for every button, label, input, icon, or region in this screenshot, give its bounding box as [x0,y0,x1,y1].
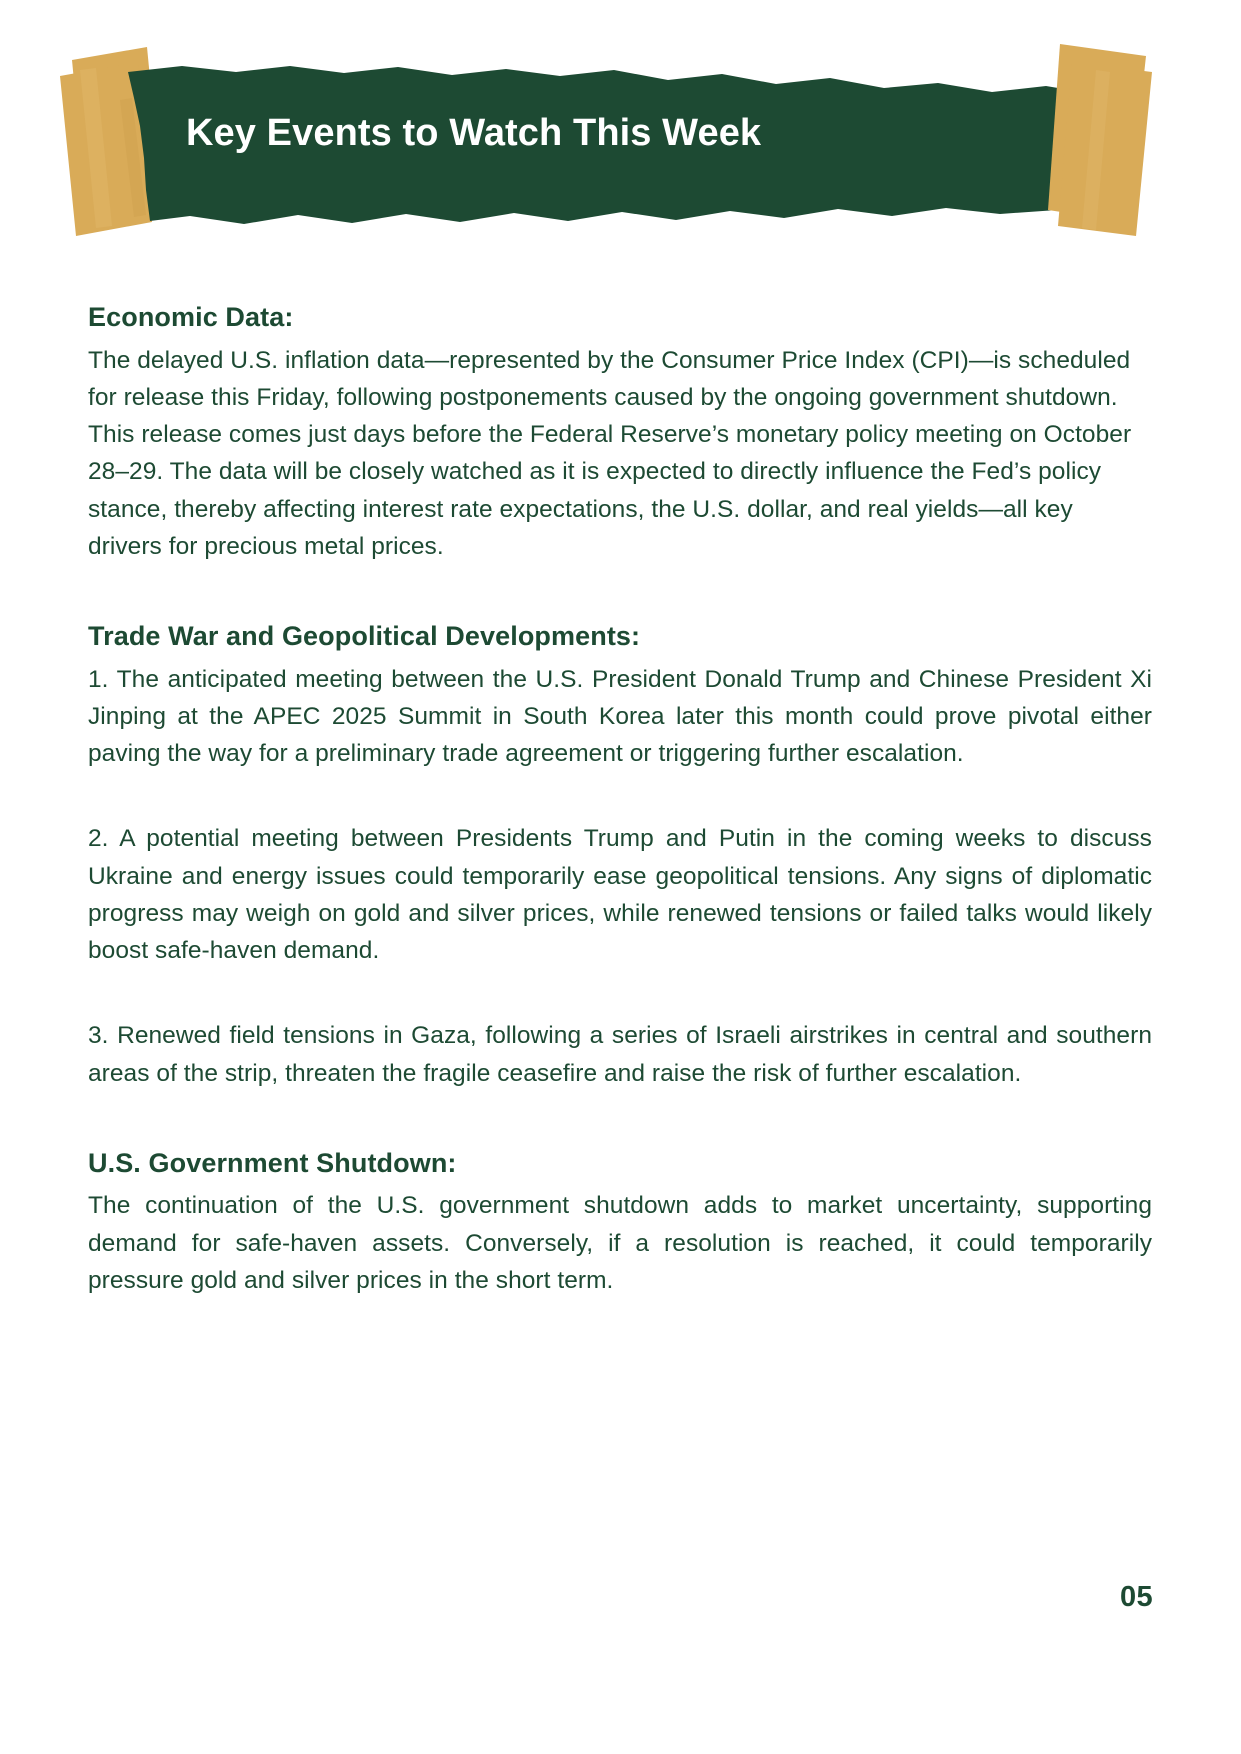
section-government-shutdown [88,1146,1152,1299]
spacer [88,565,1152,619]
page-number: 05 [1119,1581,1153,1613]
section-heading-government-shutdown: U.S. Government Shutdown: [88,1147,457,1178]
spacer [88,772,1152,820]
section-paragraph-government-shutdown: The continuation of the U.S. government shutdown adds to market uncertainty, supporting demand for safe-haven assets. Conversely, if a resolution is reached, it could temporarily pressure gold and silver prices in the short term. [88,1192,1152,1294]
section-heading-economic-data: Economic Data: [88,302,294,332]
page-title: Key Events to Watch This Week [186,112,762,154]
section-paragraph-economic-data: The delayed U.S. inflation data—represented by the Consumer Price Index (CPI)—is scheduled for release this Friday, following postponements caused by the ongoing government shutdown. This release comes just days before the Federal Reserve’s monetary policy meeting on October 28–29. The data will be closely watched as it is expected to directly influence the Fed’s policy stance, thereby affecting interest rate expectations, the U.S. dollar, and real yields—all key drivers for precious metal prices. [88,346,1132,560]
article-body [88,300,1152,1299]
section-heading-trade-war: Trade War and Geopolitical Developments: [88,621,641,652]
section-trade-war [88,619,1152,1092]
spacer [88,1092,1152,1146]
list-item-trade-war-1: 1. The anticipated meeting between the U.S. President Donald Trump and Chinese President Xi Jinping at the APEC 2025 Summit in South Korea later this month could prove pivotal either paving the way for a preliminary trade agreement or triggering further escalation. [88,665,1152,768]
spacer [88,969,1152,1017]
section-economic-data [88,300,1152,565]
tape-right-icon [1048,44,1152,236]
list-item-trade-war-3: 3. Renewed field tensions in Gaza, following a series of Israeli airstrikes in central and southern areas of the strip, threaten the fragile ceasefire and raise the risk of further escalation. [88,1022,1152,1087]
list-item-trade-war-2: 2. A potential meeting between Presidents Trump and Putin in the coming weeks to discuss Ukraine and energy issues could temporarily ease geopolitical tensions. Any signs of diplomatic progress may weigh on gold and silver prices, while renewed tensions or failed talks would likely boost safe-haven demand. [88,825,1152,965]
header-banner [0,0,1241,250]
